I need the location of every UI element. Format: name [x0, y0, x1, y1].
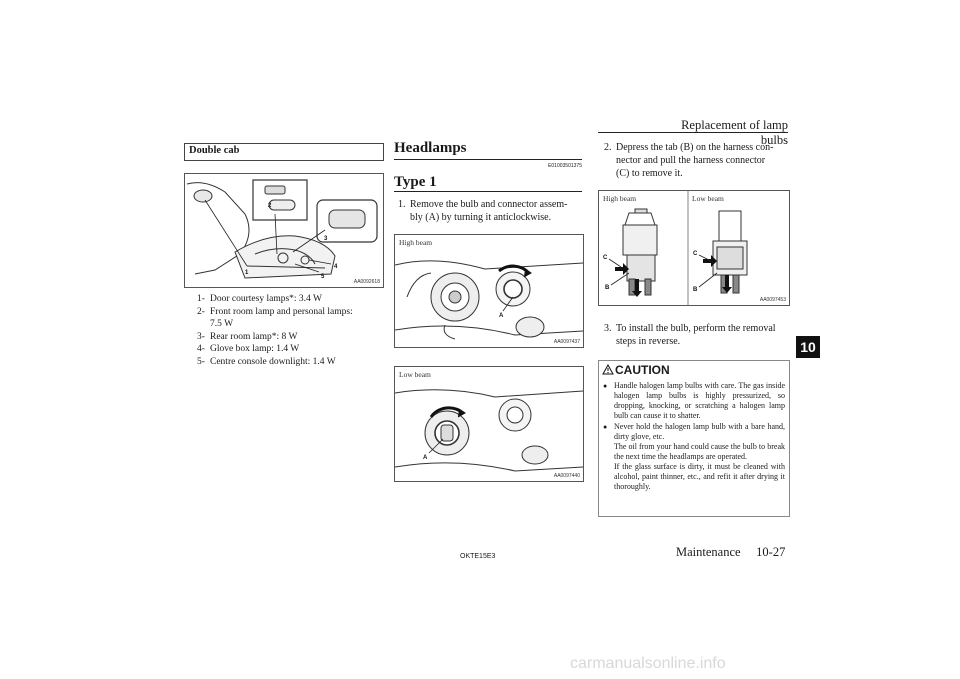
heading-type-1: Type 1	[394, 174, 437, 190]
list-item: 3- Rear room lamp*: 8 W	[197, 331, 298, 342]
harness-connector-figure	[598, 190, 790, 306]
caution-title: CAUTION	[615, 363, 670, 377]
callout-2: 2	[268, 203, 272, 209]
list-item: 4- Glove box lamp: 1.4 W	[197, 344, 300, 354]
caution-body	[603, 381, 785, 493]
bullet-icon: ●	[603, 423, 608, 431]
high-beam-figure	[394, 234, 584, 348]
section-heading-double-cab	[184, 143, 384, 161]
interior-lamps-drawing	[185, 174, 383, 287]
chapter-tab: 10	[796, 336, 820, 358]
caution-box	[598, 360, 790, 517]
figure-label-high-beam: High beam	[399, 238, 433, 247]
list-item: 7.5 W	[210, 319, 234, 329]
low-beam-drawing	[395, 367, 583, 481]
figure-label-high-beam: High beam	[603, 194, 637, 203]
callout-c: C	[603, 255, 608, 261]
callout-a: A	[499, 313, 504, 319]
callout-b: B	[605, 285, 610, 291]
running-header: Replacement of lamp bulbs	[681, 118, 788, 147]
interior-lamps-figure	[184, 173, 384, 288]
section-code: E01003501375	[548, 163, 582, 169]
list-item: 2- Front room lamp and personal lamps:	[197, 306, 353, 317]
step-3: 3. To install the bulb, perform the removal steps in reverse.	[604, 323, 776, 347]
warning-triangle-icon	[602, 364, 614, 375]
header-rule	[598, 132, 788, 133]
figure-code: AA0092618	[353, 279, 380, 285]
callout-3: 3	[324, 236, 328, 242]
high-beam-drawing	[395, 235, 583, 347]
bullet-icon: ●	[603, 382, 608, 390]
heading-headlamps: Headlamps	[394, 140, 467, 156]
callout-1: 1	[245, 270, 249, 276]
watermark: carmanualsonline.info	[570, 655, 726, 672]
caution-item: ● Never hold the halogen lamp bulb with a bare hand, dirty glove, etc. The oil from your hand could cause the bulb to break the next time the headlamps are operated. If the glass surface is dirty, it must be cleaned with alcohol, paint thinner, etc., and refit it after drying it thoroughly.	[603, 422, 785, 491]
callout-5: 5	[321, 274, 325, 280]
callout-b: B	[693, 287, 698, 293]
step-2: 2. Depress the tab (B) on the harness con- nector and pull the harness connector (C) to remove it.	[604, 142, 774, 179]
callout-c: C	[693, 251, 698, 257]
section-heading-text: Double cab	[189, 145, 240, 156]
callout-a: A	[423, 455, 428, 461]
figure-label-low-beam: Low beam	[692, 194, 724, 203]
footer-page-number: Maintenance 10-27	[676, 545, 786, 559]
figure-code: AA0097440	[553, 473, 580, 479]
figure-code: AA0097437	[553, 339, 580, 345]
figure-label-low-beam: Low beam	[399, 370, 431, 379]
harness-connector-drawing	[599, 191, 789, 305]
footer-code: OKTE15E3	[460, 553, 496, 560]
bulb-list	[197, 293, 382, 368]
subheading-rule	[394, 191, 582, 192]
callout-4: 4	[334, 264, 338, 270]
heading-rule	[394, 159, 582, 160]
caution-item: ● Handle halogen lamp bulbs with care. The gas inside halogen lamp bulbs is highly pressurized, so dropping, knocking, or scratching a halogen lamp bulb can cause it to shatter.	[603, 381, 785, 420]
step-1: 1. Remove the bulb and connector assem- bly (A) by turning it anticlockwise.	[398, 199, 568, 223]
figure-code: AA0097453	[759, 297, 786, 303]
list-item: 1- Door courtesy lamps*: 3.4 W	[197, 294, 322, 304]
list-item: 5- Centre console downlight: 1.4 W	[197, 356, 336, 367]
low-beam-figure	[394, 366, 584, 482]
